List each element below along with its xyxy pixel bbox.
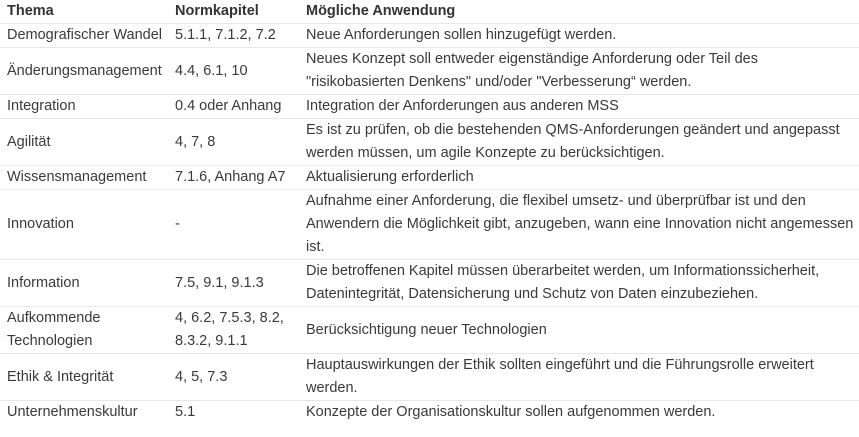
cell-normkapitel: - <box>168 190 299 260</box>
table-row <box>0 48 859 95</box>
cell-anwendung: Berücksichtigung neuer Technologien <box>299 307 859 354</box>
cell-anwendung: Aufnahme einer Anforderung, die flexibel umsetz- und überprüfbar ist und den Anwendern die Möglichkeit gibt, anzugeben, wann eine Innovation nicht angemessen ist. <box>299 190 859 260</box>
cell-normkapitel: 5.1.1, 7.1.2, 7.2 <box>168 24 299 48</box>
table-row <box>0 260 859 307</box>
table-row <box>0 95 859 119</box>
cell-anwendung: Die betroffenen Kapitel müssen überarbeitet werden, um Informationssicherheit, Datenintegrität, Datensicherung und Schutz von Daten einzubeziehen. <box>299 260 859 307</box>
header-thema: Thema <box>7 3 54 19</box>
cell-normkapitel: 4, 5, 7.3 <box>168 354 299 401</box>
cell-thema: Unternehmenskultur <box>0 401 168 425</box>
norm-topics-table <box>0 1 859 424</box>
cell-anwendung: Neue Anforderungen sollen hinzugefügt werden. <box>299 24 859 48</box>
table-row <box>0 401 859 425</box>
cell-normkapitel: 0.4 oder Anhang <box>168 95 299 119</box>
header-normkapitel: Normkapitel <box>175 3 259 19</box>
table-row <box>0 190 859 260</box>
cell-thema: Änderungsmanagement <box>0 48 168 95</box>
table-row <box>0 354 859 401</box>
cell-anwendung: Aktualisierung erforderlich <box>299 166 859 190</box>
table-row <box>0 307 859 354</box>
cell-anwendung: Neues Konzept soll entweder eigenständige Anforderung oder Teil des "risikobasierten Denkens" und/oder "Verbesserung“ werden. <box>299 48 859 95</box>
cell-anwendung: Integration der Anforderungen aus anderen MSS <box>299 95 859 119</box>
cell-anwendung: Hauptauswirkungen der Ethik sollten eingeführt und die Führungsrolle erweitert werden. <box>299 354 859 401</box>
cell-normkapitel: 7.5, 9.1, 9.1.3 <box>168 260 299 307</box>
cell-thema: Agilität <box>0 119 168 166</box>
table-row <box>0 24 859 48</box>
header-row <box>0 1 859 24</box>
header-anwendung: Mögliche Anwendung <box>306 3 456 19</box>
cell-normkapitel: 4, 7, 8 <box>168 119 299 166</box>
cell-thema: Information <box>0 260 168 307</box>
cell-normkapitel: 5.1 <box>168 401 299 425</box>
cell-thema: Innovation <box>0 190 168 260</box>
cell-normkapitel: 7.1.6, Anhang A7 <box>168 166 299 190</box>
cell-thema: Demografischer Wandel <box>0 24 168 48</box>
table-row <box>0 119 859 166</box>
cell-anwendung: Konzepte der Organisationskultur sollen aufgenommen werden. <box>299 401 859 425</box>
cell-thema: Integration <box>0 95 168 119</box>
cell-normkapitel: 4, 6.2, 7.5.3, 8.2, 8.3.2, 9.1.1 <box>168 307 299 354</box>
cell-anwendung: Es ist zu prüfen, ob die bestehenden QMS-Anforderungen geändert und angepasst werden müssen, um agile Konzepte zu berücksichtigen. <box>299 119 859 166</box>
cell-normkapitel: 4.4, 6.1, 10 <box>168 48 299 95</box>
cell-thema: Aufkommende Technologien <box>0 307 168 354</box>
cell-thema: Wissensmanagement <box>0 166 168 190</box>
cell-thema: Ethik & Integrität <box>0 354 168 401</box>
table-row <box>0 166 859 190</box>
